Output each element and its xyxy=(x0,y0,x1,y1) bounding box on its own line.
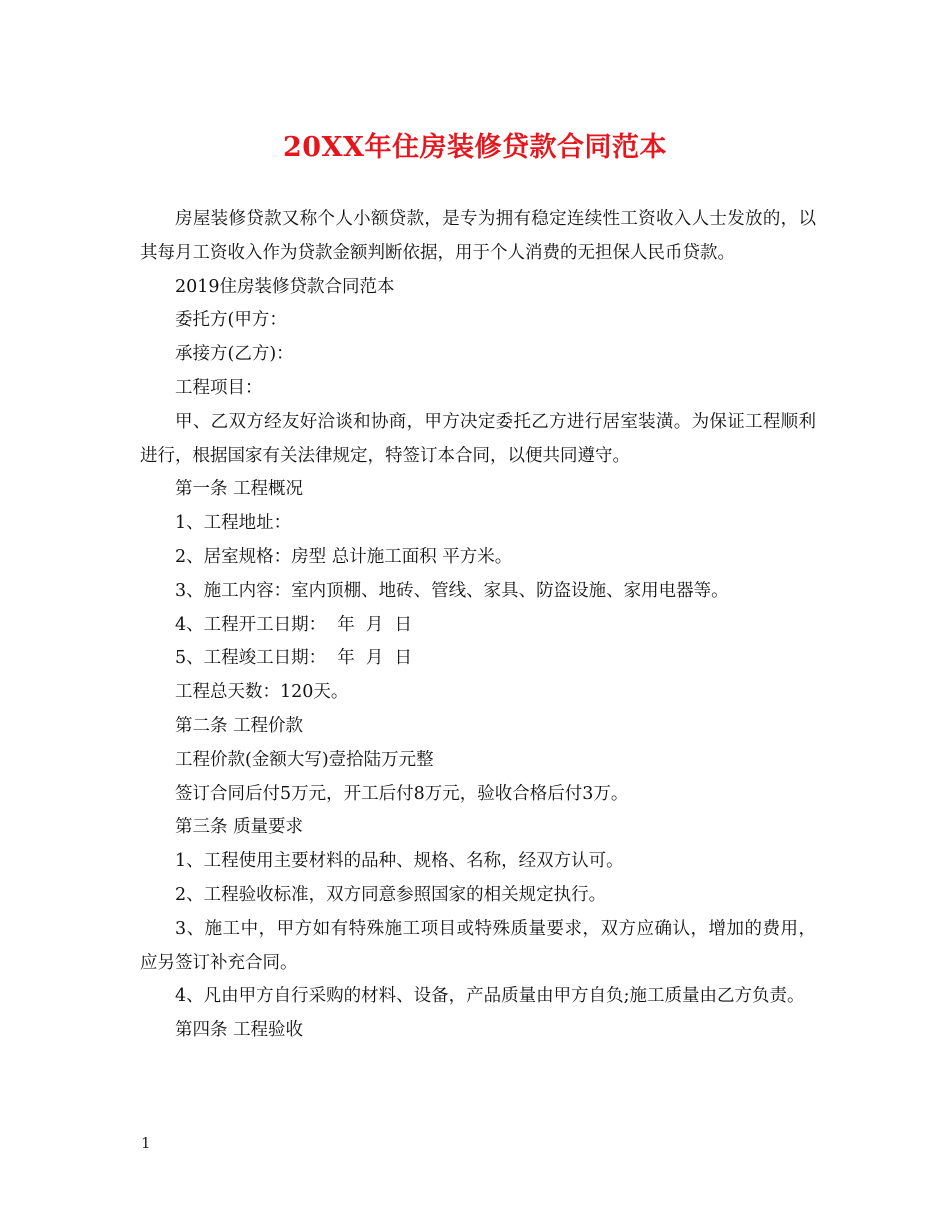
paragraph-agreement: 甲、乙双方经友好洽谈和协商，甲方决定委托乙方进行居室装潢。为保证工程顺利进行，根据国家有关法律规定，特签订本合同，以便共同遵守。 xyxy=(140,411,816,466)
paragraph-total-days: 工程总天数：120天。 xyxy=(175,682,349,703)
section-heading-4: 第四条 工程验收 xyxy=(175,1020,304,1041)
paragraph-price: 工程价款(金额大写)壹拾陆万元整 xyxy=(175,749,434,770)
paragraph-party-a: 委托方(甲方： xyxy=(175,310,287,331)
paragraph-payment: 签订合同后付5万元，开工后付8万元，验收合格后付3万。 xyxy=(175,783,629,804)
page-number: 1 xyxy=(141,1134,151,1152)
list-item: 2、居室规格：房型 总计施工面积 平方米。 xyxy=(175,546,513,567)
list-item: 3、施工中，甲方如有特殊施工项目或特殊质量要求，双方应确认，增加的费用，应另签订补充合同。 xyxy=(140,918,816,973)
section-heading-1: 第一条 工程概况 xyxy=(175,479,304,500)
paragraph-project: 工程项目： xyxy=(175,377,263,398)
section-heading-3: 第三条 质量要求 xyxy=(175,817,304,838)
paragraph-party-b: 承接方(乙方)： xyxy=(175,344,294,365)
paragraph-intro: 房屋装修贷款又称个人小额贷款，是专为拥有稳定连续性工资收入人士发放的，以其每月工资收入作为贷款金额判断依据，用于个人消费的无担保人民币贷款。 xyxy=(140,209,816,263)
section-heading-2: 第二条 工程价款 xyxy=(175,715,304,736)
list-item: 5、工程竣工日期： 年 月 日 xyxy=(175,648,413,669)
document-body xyxy=(140,203,816,1048)
list-item: 1、工程地址： xyxy=(175,513,292,534)
list-item: 4、工程开工日期： 年 月 日 xyxy=(175,614,413,635)
list-item: 4、凡由甲方自行采购的材料、设备，产品质量由甲方自负;施工质量由乙方负责。 xyxy=(175,986,805,1007)
list-item: 3、施工内容：室内顶棚、地砖、管线、家具、防盗设施、家用电器等。 xyxy=(175,580,729,601)
list-item: 1、工程使用主要材料的品种、规格、名称，经双方认可。 xyxy=(175,851,624,872)
list-item: 2、工程验收标准，双方同意参照国家的相关规定执行。 xyxy=(175,884,607,905)
paragraph-subtitle: 2019住房装修贷款合同范本 xyxy=(175,276,395,297)
document-title: 20XX年住房装修贷款合同范本 xyxy=(283,132,667,163)
